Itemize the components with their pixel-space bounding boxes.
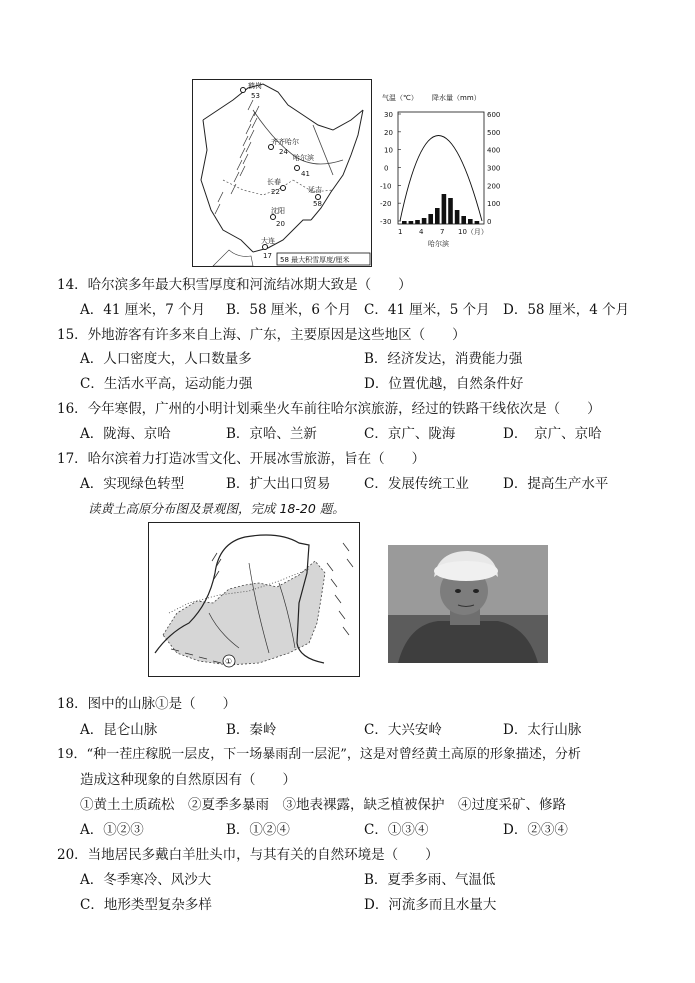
precip-bar: [428, 214, 433, 224]
x-tick-4: 4: [419, 228, 424, 236]
q16-option-c[interactable]: C．京广、陇海: [364, 426, 456, 442]
q17-stem: 17．哈尔滨着力打造冰雪文化、开展冰雪旅游，旨在（ ）: [57, 451, 426, 467]
loess-map-drawing: [149, 523, 359, 676]
q14-option-d[interactable]: D．58 厘米，4 个月: [503, 302, 630, 318]
precip-bar: [409, 221, 414, 224]
precip-bar: [415, 220, 420, 224]
temp-tick-label: -30: [380, 218, 392, 226]
precip-tick-label: 100: [487, 200, 501, 209]
q19-reasons: ①黄土土质疏松 ②夏季多暴雨 ③地表裸露，缺乏植被保护 ④过度采矿、修路: [80, 797, 566, 813]
q15-option-c[interactable]: C．生活水平高，运动能力强: [80, 376, 253, 392]
q17-option-b[interactable]: B．扩大出口贸易: [226, 476, 331, 492]
q18-option-b[interactable]: B．秦岭: [226, 722, 277, 738]
city-dalian-value: 17: [263, 252, 272, 260]
temp-tick-label: 30: [384, 111, 393, 119]
map-legend: 58 最大积雪厚度/厘米: [280, 256, 350, 264]
precip-bar: [442, 194, 447, 224]
q14-option-a[interactable]: A．41 厘米，7 个月: [80, 302, 206, 318]
q17-option-c[interactable]: C．发展传统工业: [364, 476, 469, 492]
precip-bar: [461, 216, 466, 224]
loess-resident-photo: [388, 545, 548, 663]
q18-option-a[interactable]: A．昆仑山脉: [80, 722, 158, 738]
northeast-snow-map: [192, 79, 372, 267]
q19-option-c[interactable]: C．①③④: [364, 822, 429, 838]
precip-bar: [475, 221, 480, 224]
city-qiqihar: 齐齐哈尔: [271, 138, 299, 146]
man-with-headscarf-image: [388, 545, 548, 663]
x-tick-10: 10（月）: [458, 228, 488, 236]
temp-tick-label: 0: [384, 164, 389, 173]
q18-option-c[interactable]: C．大兴安岭: [364, 722, 442, 738]
temp-axis-label: 气温（℃）: [382, 94, 418, 102]
precip-bar: [435, 208, 440, 224]
q15-option-a[interactable]: A．人口密度大，人口数量多: [80, 351, 252, 367]
q15-stem: 15．外地游客有许多来自上海、广东，主要原因是这些地区（ ）: [57, 327, 466, 343]
q18-stem: 18．图中的山脉①是（ ）: [57, 696, 237, 712]
q19-option-d[interactable]: D．②③④: [503, 822, 568, 838]
city-shenyang-value: 20: [276, 220, 285, 228]
q19-stem-line2: 造成这种现象的自然原因有（ ）: [80, 772, 296, 788]
city-harbin: 哈尔滨: [293, 154, 314, 162]
city-shenyang: 沈阳: [271, 207, 285, 215]
city-dalian: 大连: [261, 237, 275, 245]
precip-tick-label: 200: [487, 182, 501, 191]
precip-tick-label: 600: [487, 111, 501, 119]
temp-tick-label: 10: [384, 146, 393, 155]
precip-tick-label: 500: [487, 128, 501, 137]
precip-bar: [448, 198, 453, 224]
city-yanji-value: 58: [313, 200, 322, 208]
q20-option-b[interactable]: B．夏季多雨、气温低: [364, 872, 496, 888]
city-hegang-value: 53: [251, 92, 260, 100]
harbin-climate-chart: [378, 90, 503, 250]
q18-option-d[interactable]: D．太行山脉: [503, 722, 582, 738]
q16-stem: 16．今年寒假，广州的小明计划乘坐火车前往哈尔滨旅游，经过的铁路干线依次是（ ）: [57, 401, 601, 417]
q17-option-d[interactable]: D．提高生产水平: [503, 476, 609, 492]
northeast-map-drawing: [193, 80, 371, 266]
q14-option-b[interactable]: B．58 厘米，6 个月: [226, 302, 352, 318]
q20-option-c[interactable]: C．地形类型复杂多样: [80, 897, 212, 913]
temp-tick-label: -20: [380, 200, 392, 209]
precip-tick-label: 400: [487, 146, 501, 155]
q16-option-a[interactable]: A．陇海、京哈: [80, 426, 171, 442]
q16-option-d[interactable]: D． 京广、京哈: [503, 426, 602, 442]
q15-option-d[interactable]: D．位置优越，自然条件好: [364, 376, 524, 392]
q17-option-a[interactable]: A．实现绿色转型: [80, 476, 185, 492]
q19-stem-line1: 19．“种一茬庄稼脱一层皮，下一场暴雨刮一层泥”，这是对曾经黄土高原的形象描述，分析: [57, 747, 581, 762]
x-tick-1: 1: [398, 228, 403, 236]
city-qiqihar-value: 24: [279, 148, 288, 156]
q15-option-b[interactable]: B．经济发达，消费能力强: [364, 351, 523, 367]
precip-tick-label: 0: [487, 218, 492, 226]
section-intro: 读黄土高原分布图及景观图，完成 18-20 题。: [88, 501, 345, 516]
q14-stem: 14．哈尔滨多年最大积雪厚度和河流结冰期大致是（ ）: [57, 277, 412, 293]
q14-option-c[interactable]: C．41 厘米，5 个月: [364, 302, 490, 318]
loess-plateau-map: [148, 522, 360, 677]
precip-tick-label: 300: [487, 164, 501, 173]
q20-option-a[interactable]: A．冬季寒冷、风沙大: [80, 872, 212, 888]
precip-bar: [468, 219, 473, 224]
city-yanji: 延吉: [308, 186, 322, 194]
q16-option-b[interactable]: B．京哈、兰新: [226, 426, 317, 442]
q20-option-d[interactable]: D．河流多而且水量大: [364, 897, 497, 913]
q19-option-a[interactable]: A．①②③: [80, 822, 144, 838]
city-changchun-value: 22: [271, 188, 280, 196]
precip-bar: [402, 221, 407, 224]
q19-option-b[interactable]: B．①②④: [226, 822, 290, 838]
city-changchun: 长春: [267, 178, 281, 186]
x-tick-7: 7: [440, 228, 445, 236]
temp-tick-label: 20: [384, 128, 393, 137]
temp-tick-label: -10: [380, 182, 392, 191]
city-hegang: 鹤岗: [248, 82, 262, 90]
climate-caption: 哈尔滨: [428, 240, 449, 248]
precip-axis-label: 降水量（mm）: [432, 94, 481, 102]
q20-stem: 20．当地居民多戴白羊肚头巾，与其有关的自然环境是（ ）: [57, 847, 439, 863]
precip-bar: [422, 218, 427, 224]
mountain-marker-1: ①: [225, 657, 233, 666]
precip-bar: [455, 210, 460, 224]
city-harbin-value: 41: [301, 170, 310, 178]
